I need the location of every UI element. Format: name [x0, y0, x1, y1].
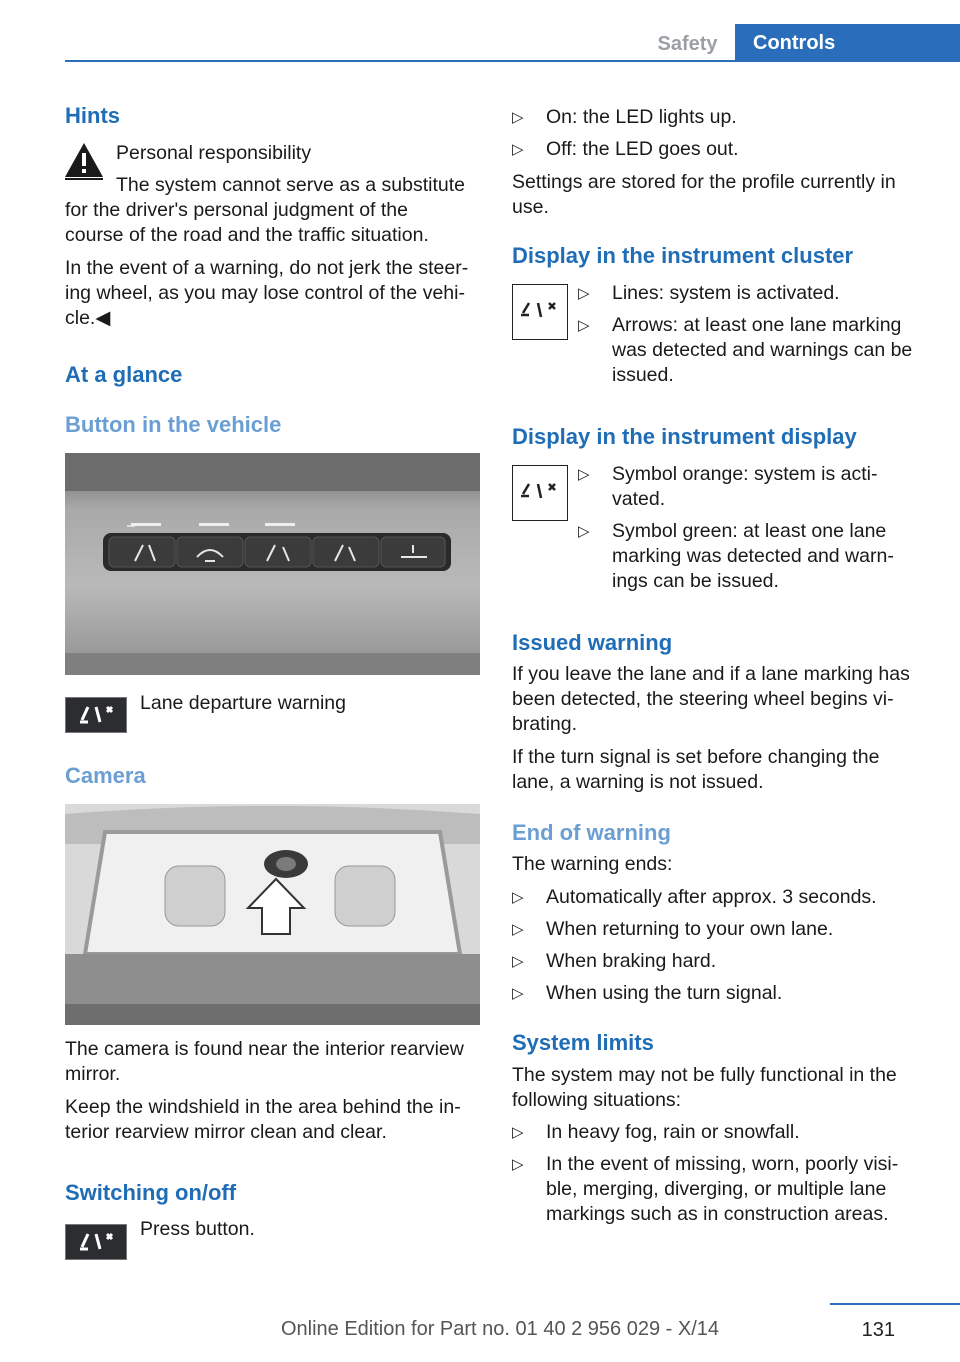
triangle-bullet-icon: ▷ [578, 466, 590, 483]
triangle-bullet-icon: ▷ [512, 921, 524, 938]
list-item: ▷ In the event of missing, worn, poorly visi‐ ble, merging, diverging, or multiple lane markings such as in construction areas. [512, 1153, 899, 1225]
lane-departure-label: Lane departure warning [140, 692, 346, 714]
warning-para-line: cle.◀ [65, 307, 111, 329]
system-limits-heading: System limits [512, 1030, 654, 1055]
issued-text-line: been detected, the steering wheel begins vi‐ [512, 688, 894, 710]
issued-text-line: lane, a warning is not issued. [512, 771, 764, 793]
warning-para-line: ing wheel, as you may lose control of the vehi‐ [65, 282, 465, 304]
list-item: ▷ In heavy fog, rain or snowfall. [512, 1121, 800, 1143]
footer-rule [830, 1303, 960, 1305]
triangle-bullet-icon: ▷ [512, 141, 524, 158]
triangle-bullet-icon: ▷ [512, 1124, 524, 1141]
warning-title: Personal responsibility [116, 142, 312, 164]
camera-text-line: Keep the windshield in the area behind the in‐ [65, 1096, 461, 1118]
camera-text-line: mirror. [65, 1063, 121, 1085]
camera-text-line: The camera is found near the interior rearview [65, 1038, 464, 1060]
lane-lines-icon [512, 465, 568, 521]
at-a-glance-heading: At a glance [65, 362, 183, 387]
list-item: ▷ Arrows: at least one lane marking was detected and warnings can be issued. [578, 314, 913, 386]
warning-text-start: The system cannot serve as a substitute [116, 174, 466, 196]
list-item: ▷ Off: the LED goes out. [512, 138, 739, 160]
triangle-bullet-icon: ▷ [578, 317, 590, 334]
triangle-bullet-icon: ▷ [578, 285, 590, 302]
list-item: ▷ When braking hard. [512, 950, 717, 972]
triangle-bullet-icon: ▷ [512, 953, 524, 970]
end-of-warning-heading: End of warning [512, 820, 671, 845]
lane-lines-icon [512, 284, 568, 340]
camera-location-image [65, 804, 480, 1025]
end-intro: The warning ends: [512, 853, 673, 875]
display-heading: Display in the instrument display [512, 424, 857, 449]
vehicle-button-panel-image [65, 453, 480, 675]
issued-warning-heading: Issued warning [512, 630, 673, 655]
list-item: ▷ Symbol green: at least one lane marking was detected and warn‐ ings can be issued. [578, 520, 894, 592]
lane-departure-button-icon [65, 1224, 127, 1260]
limits-intro-line: following situations: [512, 1089, 682, 1111]
camera-text-line: terior rearview mirror clean and clear. [65, 1121, 387, 1143]
list-item: ▷ On: the LED lights up. [512, 106, 737, 128]
list-item: ▷ Lines: system is activated. [578, 282, 840, 304]
edition-footer: Online Edition for Part no. 01 40 2 956 029 - X/14 [280, 1318, 720, 1340]
limits-intro-line: The system may not be fully functional in the [512, 1064, 897, 1086]
warning-text-line: for the driver's personal judgment of the [65, 199, 408, 221]
triangle-bullet-icon: ▷ [512, 889, 524, 906]
button-in-vehicle-heading: Button in the vehicle [65, 412, 282, 437]
header-rule [65, 60, 960, 62]
warning-triangle-icon [63, 141, 105, 181]
camera-heading: Camera [65, 763, 146, 788]
list-item: ▷ Automatically after approx. 3 seconds. [512, 886, 877, 908]
settings-text-line: Settings are stored for the profile currently in [512, 171, 896, 193]
triangle-bullet-icon: ▷ [512, 109, 524, 126]
warning-para-line: In the event of a warning, do not jerk the steer‐ [65, 257, 469, 279]
list-item: ▷ Symbol orange: system is acti‐ vated. [578, 463, 878, 510]
header-tab-safety[interactable]: Safety [657, 33, 718, 55]
issued-text-line: If you leave the lane and if a lane marking has [512, 663, 910, 685]
issued-text-line: If the turn signal is set before changing the [512, 746, 880, 768]
hints-heading: Hints [65, 103, 120, 128]
issued-text-line: brating. [512, 713, 578, 735]
warning-text-line: course of the road and the traffic situation. [65, 224, 429, 246]
settings-text-line: use. [512, 196, 549, 218]
triangle-bullet-icon: ▷ [512, 1156, 524, 1173]
lane-departure-button-icon [65, 697, 127, 733]
page-number: 131 [861, 1319, 895, 1341]
header-tab-controls[interactable]: Controls [735, 24, 960, 62]
triangle-bullet-icon: ▷ [578, 523, 590, 540]
switching-heading: Switching on/off [65, 1180, 237, 1205]
triangle-bullet-icon: ▷ [512, 985, 524, 1002]
press-button-text: Press button. [140, 1218, 255, 1240]
list-item: ▷ When returning to your own lane. [512, 918, 834, 940]
list-item: ▷ When using the turn signal. [512, 982, 783, 1004]
cluster-heading: Display in the instrument cluster [512, 243, 854, 268]
